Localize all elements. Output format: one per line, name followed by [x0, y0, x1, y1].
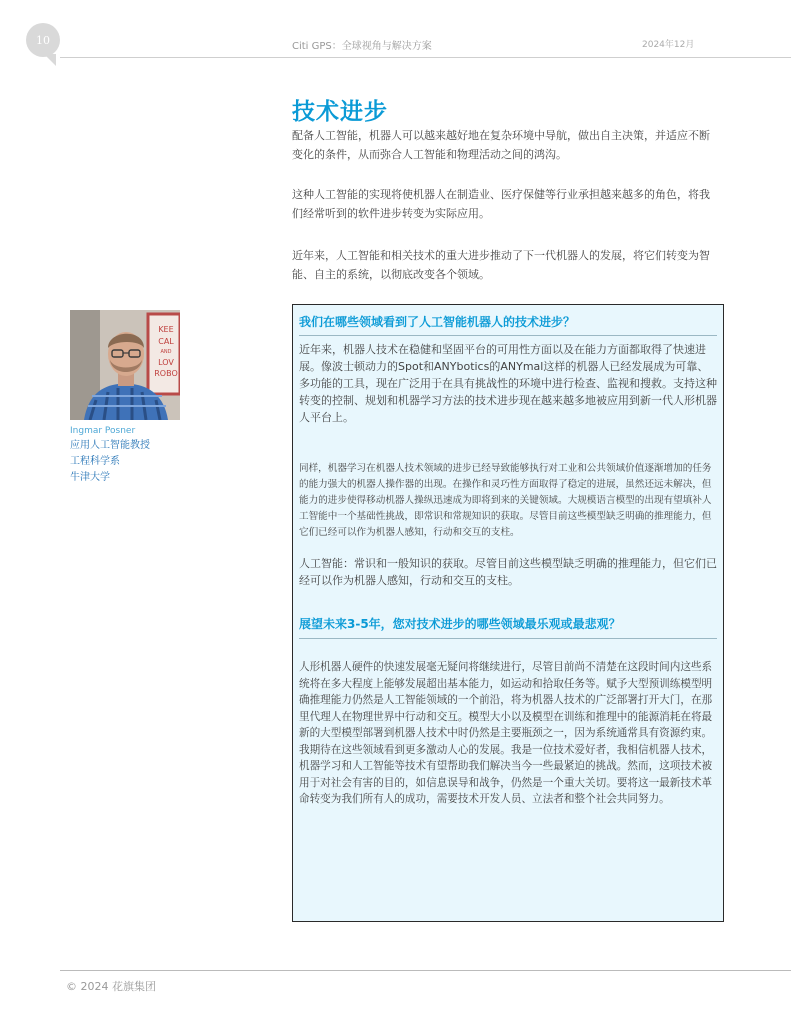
page-number: 10 [36, 33, 50, 47]
profile-photo-illustration [70, 310, 180, 420]
answer-1-paragraph-1: 近年来，机器人技术在稳健和坚固平台的可用性方面以及在能力方面都取得了快速进展。像波士顿动力的Spot和ANYbotics的ANYmal这样的机器人已经发展成为可靠、多功能的工具，现在广泛用于在具有挑战性的环境中进行检查、监视和搜救。支持这种转变的控制、规划和机器学习方法的技术进步现在越来越多地被应用到新一代人形机器人平台上。 [299, 343, 717, 424]
header-date: 2024年12月 [642, 40, 695, 50]
poster-text-3: AND [160, 349, 172, 355]
poster-text-2: CAL [158, 337, 174, 346]
footer-copyright: © 2024 花旗集团 [66, 980, 156, 993]
profile-name: Ingmar Posner [70, 426, 136, 436]
poster-text-1: KEE [158, 325, 174, 334]
footer-rule [60, 970, 791, 971]
profile-photo [70, 310, 180, 420]
section-title: 技术进步 [292, 99, 388, 125]
answer-1-paragraph-2: 同样，机器学习在机器人技术领域的进步已经导致能够执行对工业和公共领域价值逐渐增加的任务的能力强大的机器人操作器的出现。在操作和灵巧性方面取得了稳定的进展，虽然还远未解决，但能力的进步使得移动机器人操纵迅速成为即将到来的关键领域。大规模语言模型的出现有望填补人工智能中一个基础性挑战，即常识和常规知识的获取。尽管目前这些模型缺乏明确的推理能力，但它们已经可以作为机器人感知，行动和交互的支柱。 [299, 463, 712, 538]
question-2: 展望未来3-5年，您对技术进步的哪些领域最乐观或最悲观？ [299, 617, 621, 631]
intro-paragraph-1: 配备人工智能，机器人可以越来越好地在复杂环境中导航，做出自主决策，并适应不断变化的条件，从而弥合人工智能和物理活动之间的鸿沟。 [292, 129, 710, 161]
poster-text-5: ROBO [154, 369, 178, 378]
question-2-rule [299, 638, 717, 639]
answer-2-paragraph: 人形机器人硬件的快速发展毫无疑问将继续进行，尽管目前尚不清楚在这段时间内这些系统将在多大程度上能够发展超出基本能力，如运动和拾取任务等。赋予大型预训练模型明确推理能力仍然是人工智能领域的一个前沿，将为机器人技术的广泛部署打开大门，在那里代理人在物理世界中行动和交互。模型大小以及模型在训练和推理中的能源消耗在将最新的大型模型部署到机器人技术中时仍然是主要瓶颈之一，因为系统通常具有资源约束。我期待在这些领域看到更多激动人心的发展。我是一位技术爱好者，我相信机器人技术，机器学习和人工智能等技术有望帮助我们解决当今一些最紧迫的挑战。然而，这项技术被用于对社会有害的目的，如信息误导和战争，仍然是一个重大关切。要将这一最新技术革命转变为我们所有人的成功，需要技术开发人员、立法者和整个社会共同努力。 [299, 661, 713, 805]
profile-bio [70, 424, 270, 486]
question-1: 我们在哪些领域看到了人工智能机器人的技术进步？ [299, 315, 576, 329]
intro-paragraph-3: 近年来，人工智能和相关技术的重大进步推动了下一代机器人的发展，将它们转变为智能、自主的系统，以彻底改变各个领域。 [292, 249, 710, 281]
header-rule [60, 57, 791, 58]
question-1-rule [299, 335, 717, 336]
intro-paragraph-2: 这种人工智能的实现将使机器人在制造业、医疗保健等行业承担越来越多的角色，将我们经常听到的软件进步转变为实际应用。 [292, 188, 710, 220]
header-title: Citi GPS：全球视角与解决方案 [292, 41, 432, 52]
qa-box [292, 304, 724, 922]
page-number-badge [26, 23, 60, 57]
page-badge-tail [44, 54, 56, 66]
poster-text-4: LOV [158, 358, 174, 367]
profile-institution: 牛津大学 [70, 472, 110, 483]
profile-role: 应用人工智能教授 [70, 440, 150, 451]
answer-1-paragraph-3: 人工智能：常识和一般知识的获取。尽管目前这些模型缺乏明确的推理能力，但它们已经可以作为机器人感知，行动和交互的支柱。 [299, 557, 717, 587]
profile-department: 工程科学系 [70, 456, 120, 467]
